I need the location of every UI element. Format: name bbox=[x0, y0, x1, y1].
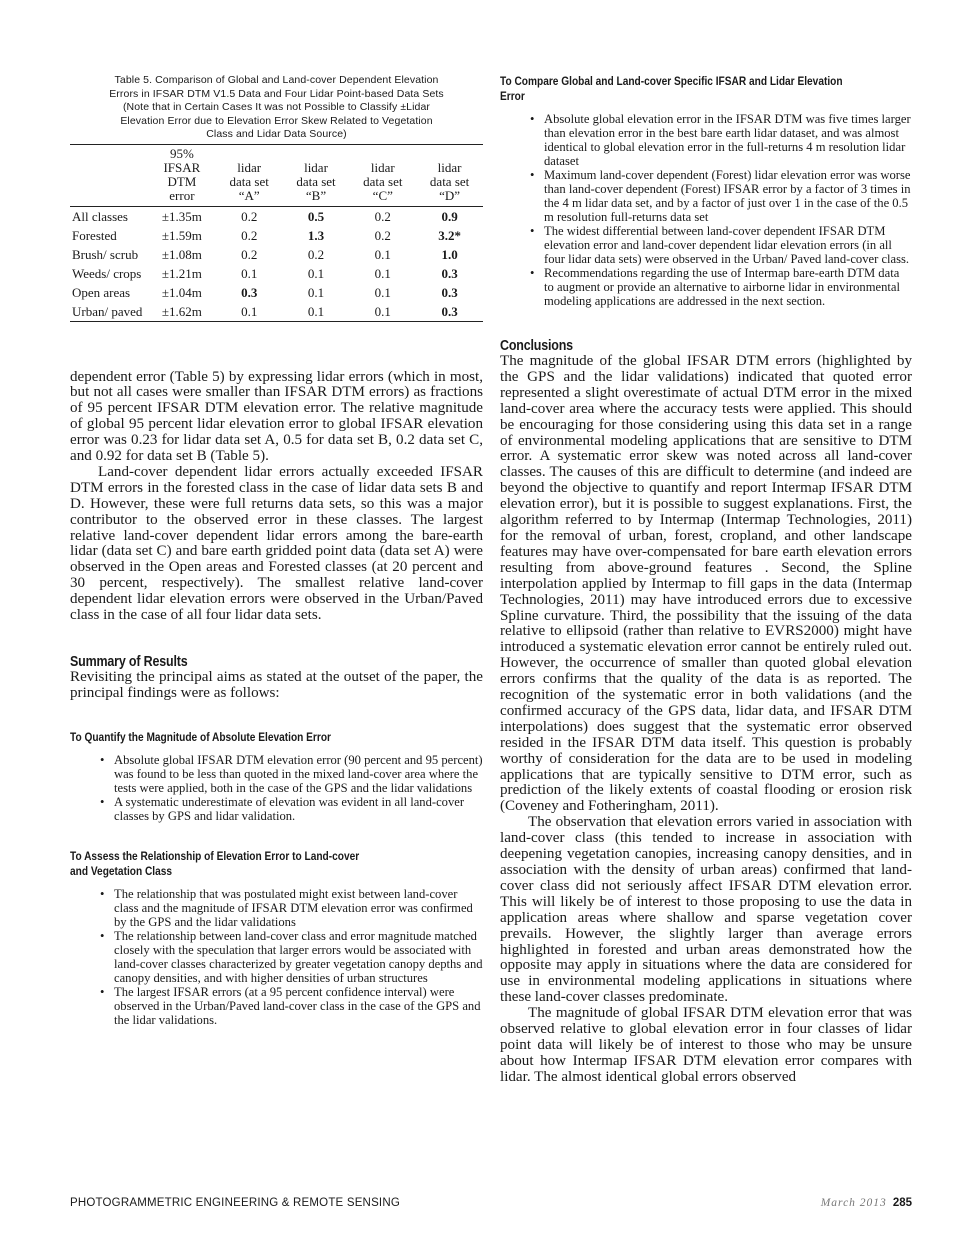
table-cell: All classes bbox=[72, 208, 128, 224]
table-header-row bbox=[70, 144, 483, 206]
subheading-quantify: To Quantify the Magnitude of Absolute Elevation Error bbox=[70, 729, 331, 744]
table-cell: 0.5 bbox=[307, 208, 325, 224]
caption-line: (Note that in Certain Cases It was not Possible to Classify ±Lidar bbox=[122, 101, 431, 113]
table-cell: 0.1 bbox=[374, 303, 391, 319]
table-cell: 0.2 bbox=[241, 246, 258, 262]
table-header-ifsar: 95% IFSAR DTM error bbox=[163, 145, 201, 203]
list-item: • Absolute global elevation error in the IFSAR DTM was five times larger than elevation error in the best bare earth lidar dataset, and was almost identical to global elevation error in the full-returns 4 m resolution lidar dataset bbox=[544, 112, 912, 168]
list-item: • The largest IFSAR errors (at a 95 percent confidence interval) were observed in the Urban/Paved land-cover class in the case of the GPS and the lidar validations. bbox=[114, 985, 483, 1027]
paragraph: dependent error (Table 5) by expressing lidar errors (which in most, but not all cases were smaller than IFSAR DTM errors) as fractions of 95 percent IFSAR DTM elevation error. The relative magnitude of global 95 percent lidar elevation error to global IFSAR elevation error was 0.23 for lidar data set A, 0.5 for data set B, 0.2 data set C, and 0.92 for data set B (Table 5). bbox=[70, 368, 483, 465]
table-cell: 0.3 bbox=[441, 265, 458, 281]
table-row bbox=[70, 245, 483, 264]
caption-line: Elevation Error due to Elevation Error Skew Related to Vegetation bbox=[120, 114, 433, 127]
table-cell: ±1.08m bbox=[161, 246, 202, 262]
section-heading-conclusions: Conclusions bbox=[500, 338, 573, 354]
table-cell: Weeds/ crops bbox=[72, 265, 142, 281]
paragraph: The magnitude of the global IFSAR DTM errors (highlighted by the GPS and the lidar validations) indicated that quoted error represented a slight overestimate of actual DTM error in the mixed land-cover area where the accuracy tests were applied. This should be encouraging for those considering using this data set in a range of environmental modeling applications that are sensitive to DTM error. A systematic error skew was noted across all land-cover classes. The causes of this are difficult to determine (and indeed are beyond the objective to quantify and report Intermap IFSAR DTM elevation error), but it is possible to suggest explanations. First, the algorithm referred to by Intermap (Intermap Technologies, 2011) for the removal of urban, forest, cropland, and other landscape features may have over-compensated for bare earth elevation errors resulting from above-ground features . Second, the Spline interpolation applied by Intermap to fill gaps in the data (Intermap Technologies, 2011) may have introduced errors due to excessive Spline curvature. Third, the possibility that the issuing of the data relative to ellipsoid (rather than relative to EVRS2000) might have introduced a systematic elevation error cannot be entirely ruled out. However, the occurrence of smaller than quoted global elevation errors confirms that the quality of the data is as reported. The recognition of the systematic error in both validations (and the confirmed accuracy of the GPS data, lidar data, and IFSAR DTM interpolations) does suggest that the systematic error observed resided in the IFSAR DTM data itself. This question is probably worthy of consideration for the data are to be used in modeling applications that are typically sensitive to DTM error, such as prediction of the likely extents of coastal flooding or erosion risk (Coveney and Fotheringham, 2011). bbox=[500, 353, 912, 815]
table-cell: 0.9 bbox=[441, 208, 458, 224]
table-5 bbox=[70, 144, 483, 322]
list-item: • The relationship that was postulated might exist between land-cover class and the magnitude of IFSAR DTM elevation error was confirmed by the GPS and the lidar validations bbox=[114, 887, 483, 929]
table-header-empty bbox=[70, 144, 148, 206]
list-item: • Maximum land-cover dependent (Forest) lidar elevation error was worse than land-cover dependent (Forest) IFSAR error by a factor of 3 times in the 4 m lidar data set, and by a factor of just over 1 in the case of the 0.5 m resolution full-returns data set bbox=[544, 168, 912, 224]
page-footer bbox=[818, 1197, 912, 1209]
table-cell: Forested bbox=[72, 227, 117, 243]
table-header-d: lidar data set “D” bbox=[429, 159, 470, 203]
bullet-list bbox=[500, 112, 912, 308]
conclusions-body bbox=[500, 354, 912, 1086]
table-cell: ±1.62m bbox=[161, 303, 202, 319]
table-cell: 3.2* bbox=[438, 227, 461, 243]
list-item: • The widest differential between land-cover dependent IFSAR DTM elevation error and land-cover dependent lidar elevation errors (in all four lidar data sets) were observed in the Urban/ Paved land-cover class. bbox=[544, 224, 912, 266]
table-cell: 0.1 bbox=[307, 284, 325, 300]
table-cell: 0.2 bbox=[241, 208, 258, 224]
table-cell: ±1.21m bbox=[161, 265, 202, 281]
table-cell: 1.3 bbox=[307, 227, 325, 243]
left-body bbox=[70, 370, 483, 625]
table-cell: Open areas bbox=[72, 284, 131, 300]
table-cell: 0.3 bbox=[441, 284, 458, 300]
paragraph: Revisiting the principal aims as stated at the outset of the paper, the principal findings were as follows: bbox=[70, 669, 483, 701]
list-item: • The relationship between land-cover class and error magnitude matched closely with the speculation that larger errors would be associated with land-cover classes characterized by greater vegetation canopy depths and canopy densities, and with higher densities of urban structures bbox=[114, 929, 483, 985]
subheading-assess: To Assess the Relationship of Elevation Error to Land-cover and Vegetation Class bbox=[70, 848, 360, 878]
caption-line: Table 5. Comparison of Global and Land-cover Dependent Elevation bbox=[114, 74, 439, 86]
paragraph: Land-cover dependent lidar errors actually exceeded IFSAR DTM errors in the forested class in the case of lidar data sets B and D. However, these were full returns data sets, so this was a major contributor to the observed error in these classes. The largest relative land-cover dependent lidar errors among the bare-earth lidar (data set C) and bare earth gridded point data (data set A) were observed in the Open areas and Forested classes (at 20 percent and 30 percent, respectively). The smallest relative land-cover dependent lidar elevation errors were observed in the Urban/Paved class in the case of all four lidar data sets. bbox=[70, 463, 483, 624]
table-cell: 0.1 bbox=[374, 265, 391, 281]
table-header-b: lidar data set “B” bbox=[296, 159, 336, 203]
table-row bbox=[70, 206, 483, 226]
table-cell: 0.2 bbox=[374, 208, 391, 224]
table-cell: 0.1 bbox=[307, 303, 325, 319]
summary-intro bbox=[70, 670, 483, 702]
list-item: • A systematic underestimate of elevation was evident in all land-cover classes by GPS and lidar validation. bbox=[114, 795, 483, 823]
table-row bbox=[70, 264, 483, 283]
table-row bbox=[70, 302, 483, 322]
table-cell: 0.1 bbox=[241, 303, 258, 319]
page-number: 285 bbox=[892, 1197, 912, 1209]
table-cell: 0.3 bbox=[241, 284, 258, 300]
paragraph: The magnitude of global IFSAR DTM elevation error that was observed relative to global elevation error in four classes of lidar point data will likely be of interest to those who may be unsure about how Intermap IFSAR DTM elevation error compares with lidar. The almost identical global errors observed bbox=[500, 1005, 912, 1085]
caption-line: Errors in IFSAR DTM V1.5 Data and Four Lidar Point-based Data Sets bbox=[109, 87, 444, 100]
list-item: • Recommendations regarding the use of Intermap bare-earth DTM data to augment or provide an alternative to airborne lidar in environmental modeling applications are addressed in the next section. bbox=[544, 266, 912, 308]
table-row bbox=[70, 226, 483, 245]
table-cell: 0.1 bbox=[241, 265, 258, 281]
table-cell: 0.1 bbox=[307, 265, 325, 281]
table-cell: 0.2 bbox=[374, 227, 391, 243]
table-cell: 0.1 bbox=[374, 246, 391, 262]
bullet-list bbox=[70, 887, 483, 1027]
table-cell: 0.1 bbox=[374, 284, 391, 300]
section-heading-summary: Summary of Results bbox=[70, 654, 188, 670]
left-column bbox=[70, 74, 483, 1027]
table-cell: 1.0 bbox=[441, 246, 458, 262]
right-column bbox=[500, 74, 912, 1086]
table-cell: Urban/ paved bbox=[72, 303, 143, 319]
table-cell: 0.2 bbox=[241, 227, 258, 243]
table-caption bbox=[70, 74, 483, 142]
table-row bbox=[70, 283, 483, 302]
bullet-list bbox=[70, 753, 483, 823]
table-header-a: lidar data set “A” bbox=[229, 159, 269, 203]
table-cell: Brush/ scrub bbox=[72, 246, 139, 262]
table-cell: ±1.59m bbox=[161, 227, 202, 243]
list-item: • Absolute global IFSAR DTM elevation error (90 percent and 95 percent) was found to be less than quoted in the mixed land-cover area where the tests were applied, both in the case of the GPS and the lidar validations bbox=[114, 753, 483, 795]
journal-footer: PHOTOGRAMMETRIC ENGINEERING & REMOTE SENSING bbox=[70, 1197, 400, 1209]
paragraph: The observation that elevation errors varied in association with land-cover class (this tended to increase in association with deepening vegetation canopies, increasing canopy densities, and in association with the density of urban areas) confirmed that land-cover class did not seriously affect IFSAR DTM elevation error. This will likely be of interest to those proposing to use the data in application areas where shallow and sparse vegetation cover prevails. However, the slightly larger than average errors highlighted in forested and urban areas demonstrated how the opposite may apply in situations where the data are considered for use in environmental modeling applications in situations where these land-cover classes predominate. bbox=[500, 814, 912, 1006]
issue-date: March 2013 bbox=[820, 1197, 887, 1209]
table-header-c: lidar data set “C” bbox=[363, 159, 403, 203]
subheading-compare: To Compare Global and Land-cover Specific IFSAR and Lidar Elevation Error bbox=[500, 74, 843, 103]
table-cell: ±1.35m bbox=[161, 208, 202, 224]
caption-line: Class and Lidar Data Source) bbox=[206, 128, 347, 140]
table-cell: 0.2 bbox=[307, 246, 325, 262]
table-cell: 0.3 bbox=[441, 303, 458, 319]
table-cell: ±1.04m bbox=[161, 284, 202, 300]
